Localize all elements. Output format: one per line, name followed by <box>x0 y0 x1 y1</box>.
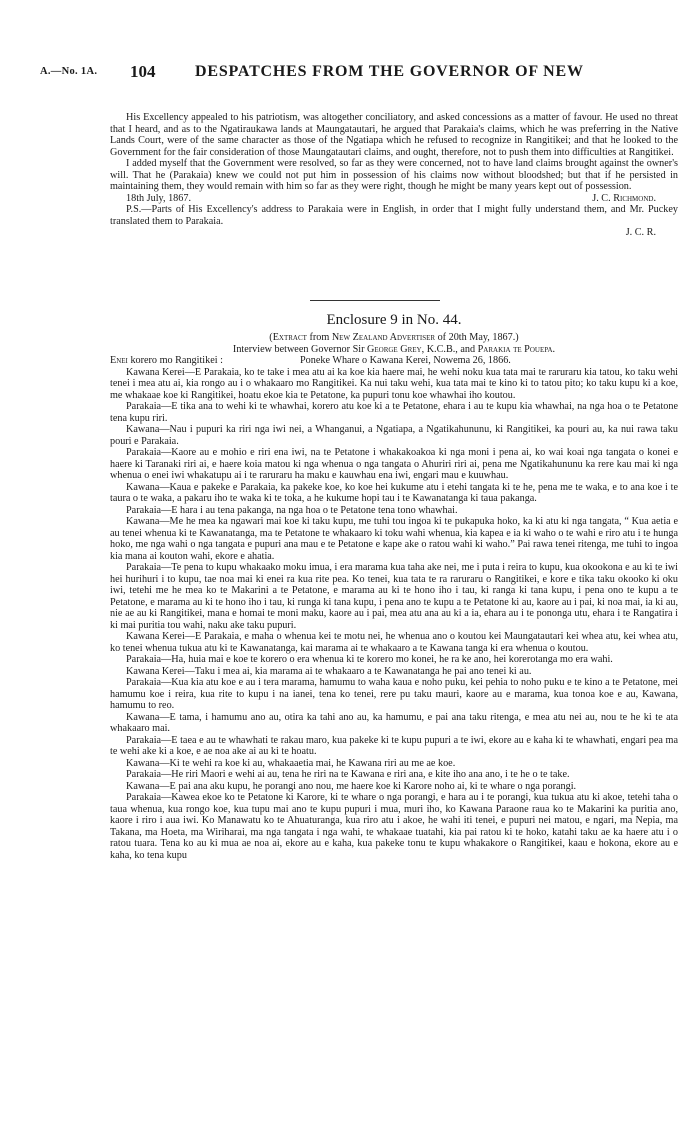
dialogue-paragraph: Kawana—Ki te wehi ra koe ki au, whakaaetia mai, he Kawana riri au me ae koe. <box>126 757 456 769</box>
page-header <box>20 60 680 84</box>
paragraph: His Excellency appealed to his patriotism, was altogether conciliatory, and asked concessions as a matter of favour. He used no threat that I heard, and as to the Ngatiraukawa lands at Maungatautari, he argued that Parakaia's claims, which he was preferring in the Native Lands Court, were of the same character as those of the Ngatiapa which he refused to recognize in Rangitikei; and that he looked to the Government for the fair consideration of those Maungatautari claims, and ought, therefore, not to push them into difficulties at Rangitikei. <box>110 112 678 158</box>
paragraph: I added myself that the Government were resolved, so far as they were concerned, not to have land claims brought against the owner's will. That he (Parakaia) knew we could not put him in possession of his claims now without bloodshed; but that if he persisted in maintaining them, they would remain with him so far as they were right, though he might be many years kept out of possession. <box>110 158 678 192</box>
dialogue-paragraph: Parakaia—E tika ana to wehi ki te whawhai, korero atu koe ki a te Petatone, ehara i au te kupu kia whawhai, na nga hoa o te Petatone tena kupu riri. <box>110 401 678 424</box>
dialogue-paragraph: Kawana—Kaua e pakeke e Parakaia, ka pakeke koe, ko koe hei kukume atu i etehi tangata ki te he, pena me te waka, e to ana koe i te taura o te waka, a pakaru iho te waka ki te toka, a he kukume hopi tau i te Kawanatanga ki taua pakanga. <box>110 481 678 504</box>
dialogue-paragraph: Parakaia—Kawea ekoe ko te Petatone ki Karore, ki te whare o nga porangi, e hara au i te porangi, kua tukua atu ki akoe, tetehi taha o taua whenua, kua rongo koe, kua tupu mai ano te kupu pupuri i mua, muri iho, ko Kawana Parаone raua ko te Makarini ka puritia ano, kaore i riro i aua iwi. Ko Manawatu ko te Ahuaturanga, kua riro atu i akoe, he wahi iti tenei, e pupuri nei matou, e ngari, ma Nepia, ma Takana, ma Hoeta, ma Wiriharai, ma nga tangata i nga wahi, te whakaae tuatahi, kia pai ratou ki te hoko, katahi taku ae ka haere atu i o ratou tuara. Tena ko au ki mua ae noa ai, ekore au e kaha, kua pakeke tonu te kupu whakakore o Rangitikei, kaau e hokona, ekore au e kaha, ko tena kupu <box>110 792 678 861</box>
document-reference: A.—No. 1A. <box>40 66 98 77</box>
ps-signature <box>110 227 678 239</box>
dialogue-paragraph: Kawana Kerei—Taku i mea ai, kia marama ai te whakaaro a te Kawanatanga he pai ano tenei ki au. <box>126 665 532 677</box>
dialogue-paragraph: Parakaia—E taea e au te whawhati te rakau maro, kua pakeke ki te kupu pupuri a te iwi, ekore au e kaha ki te whawhati, engari pea ma te wehi ake ki a koe, e ae noa ake ai au ki te hoatu. <box>110 734 678 757</box>
dialogue-paragraph: Kawana—E tama, i hamumu ano au, otira ka tahi ano au, ka hamumu, e pai ana taku ritenga, e mea atu nei au, nou te he ki te ata whakaaro mai. <box>110 711 678 734</box>
dialogue-paragraph: Parakaia—He riri Maori e wehi ai au, tena he riri na te Kawana e riri ana, e kite iho ana ano, i te he o te take. <box>126 769 570 780</box>
place-date: Poneke Whare o Kawana Kerei, Nowema 26, 1866. <box>300 355 511 366</box>
dialogue-paragraph: Kawana—Nau i pupuri ka riri nga iwi nei, a Whanganui, a Ngatiapa, a Ngatikahununu, ki Rangitikei, ka pouri au, ka nui rawa taku pouri e Parakaia. <box>110 424 678 447</box>
letter-date: 18th July, 1867. <box>126 192 191 204</box>
extract-source: (Extract from New Zealand Advertiser of 20th May, 1867.) <box>269 332 519 343</box>
enei-line: Enei korero mo Rangitikei : Poneke Whare o Kawana Kerei, Nowema 26, 1866. <box>110 355 511 366</box>
signature-line <box>110 193 678 205</box>
dialogue-paragraph: Kawana Kerei—E Parakaia, e maha o whenua kei te motu nei, he whenua ano o koutou kei Maungatautari kei whea atu, kei whea atu, ko tenei whenua tukua atu ki te Kawanatanga, kai marama ai te whakaaro a te Kawana tanga ki era whenua o koutou. <box>110 631 678 654</box>
dialogue-paragraph: Kawana—Me he mea ka ngawari mai koe ki taku kupu, me tuhi tou ingoa ki te pukapuka hoko, ka ki atu ki nga tangata, “ Kua aetia e au tenei whenua ki te Kawanatanga, ma te Petatone te whakaaro ki toku wahi whenua, kia kapea e ia ki waho o te wahi e riro atu i te hunga hoko, me nga wahi o nga tangata e pupuri ana mau e te Petatone e kape ake o ratou wahi ki waho.” Pai rawa tenei ritenga, me tuhi to ingoa kia mana ai kouton wahi, ekore e ahatia. <box>110 516 678 562</box>
signer: J. C. Richmond. <box>592 192 656 204</box>
page-number: 104 <box>130 62 156 81</box>
intro-section <box>110 112 678 239</box>
interview-heading: Interview between Governor Sir George Grey, K.C.B., and Parakia te Pouepa. <box>232 343 556 355</box>
enclosure-body <box>110 332 678 861</box>
section-divider <box>310 300 440 301</box>
dialogue-paragraph: Parakaia—Kaore au e mohio e riri ena iwi, na te Petatone i whakakoakoa ki nga moni i pena ai, ko wai koai nga tangata o konei e haere ki Taranaki riri ai, e haere koia matou ki nga whenua o nga tangata o Ahuriri riri ai, pena me Ngatikahununu ka rere kau mai ki nga whenua o enei iwi whakatupu ai i te raruraru ha maku e kauwhau ena iwi, engari mau e kuuwhau. <box>110 447 678 481</box>
dialogue-paragraph: Parakaia—Kua kia atu koe e au i tera marama, hamumu to waha kaua e noho puku, kei pehia to noho puku e te kino a te Petatone, mei hamumu koe i reira, kua rite to kupu i na ianei, tena ko tenei, rere pu taku mauri, kaore au e marama, kua tonoa koe e au, Kawana, hamumu to reo. <box>110 677 678 711</box>
dialogue-paragraph: Parakaia—Te pena to kupu whakaako moku imua, i era marama kua taha ake nei, me i puta i reira to kupu, kua okookona e au ki te iwi hei hurihuri i to kupu, tae noa mai ki enei ra kua rite pea. Ko tenei, kua tata te ra raruraru o Rangitikei, e kore e tika taku okooko ki oku iwi, tetehi me he mea ko te Makarini a te Petatone, e marama au ki te hono iho i tau, ki ranga ki tana kupu, i pena ono te kupu a te Petatone, e marama au ki te hono iho i tau, ki runga ki tana kupu, i pena ano te kupu a te Petatone ki au, kaore au i pai, ki noa mai, ia ki au, nie ae au ki Rangitikei, mana e homai te moni maku, kaore au i pai, mea atu ana au ki a ia, ehara au i te pononga utu, ehara i te Rangatira i ki mai puritia tou wahi, naku ake taku pupuri. <box>110 562 678 631</box>
dialogue-paragraph: Parakaia—Ha, huia mai e koe te korero o era whenua ki te korero mo konei, he ra ke ano, hei korerotanga mo era wahi. <box>126 654 613 665</box>
dialogue-paragraph: Kawana—E pai ana aku kupu, he porangi ano nou, me haere koe ki Karore noho ai, ki te whare o nga porangi. <box>126 780 577 792</box>
ps-initials: J. C. R. <box>625 227 656 238</box>
dialogue-paragraph: Parakaia—E hara i au tena pakanga, na nga hoa o te Petatone tena tono whawhai. <box>126 504 458 516</box>
enclosure-title: Enclosure 9 in No. 44. <box>326 312 462 328</box>
dialogue-paragraph: Kawana Kerei—E Parakaia, ko te take i mea atu ai ka koe kia haere mai, he wehi noku kua tata mai te raruraru kia tatou, ko taku wehi tenei i mea atu ai, kia rongo au i o whakaaro mo Rangitikei. Ka nui taku wehi, kua tata mai te kino ki to tatou pito; ko taku kupu ki a koe, me whakaae koe ki Rangitikei, hoatu ekoe kia te Petatone, ka pupuri tonu koe whawhai iho koutou. <box>110 366 678 401</box>
postscript: P.S.—Parts of His Excellency's address to Parakaia were in English, in order that I might fully understand them, and Mr. Puckey translated them to Parakaia. <box>110 204 678 227</box>
running-title: DESPATCHES FROM THE GOVERNOR OF NEW <box>195 63 584 80</box>
